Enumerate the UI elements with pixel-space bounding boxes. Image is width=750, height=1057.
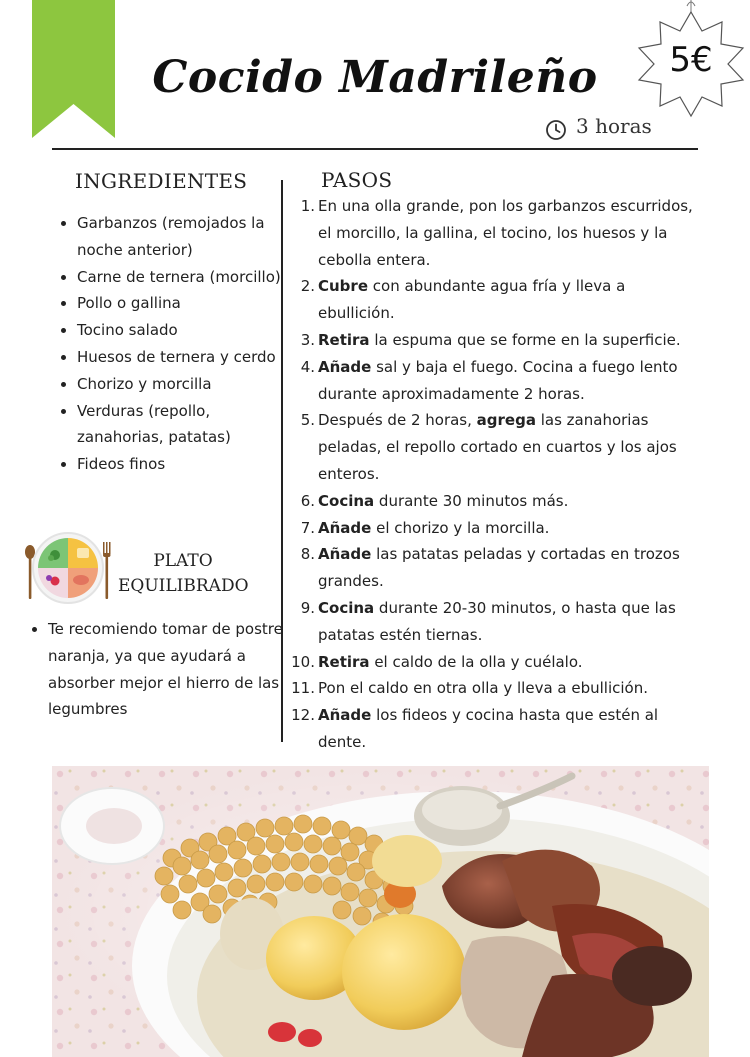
step-action: Cubre [318, 277, 368, 296]
step-item [297, 541, 702, 595]
step-item [297, 595, 702, 649]
step-action: Añade [318, 706, 372, 725]
step-action: Añade [318, 545, 372, 564]
step-text: En una olla grande, pon los garbanzos escurridos, el morcillo, la gallina, el tocino, los huesos y la cebolla entera. [318, 197, 693, 269]
step-number: 12. [291, 706, 315, 725]
header-divider [52, 148, 698, 150]
step-item [297, 488, 702, 515]
list-item: • Carne de ternera (morcillo) [77, 264, 292, 291]
list-item: • Verduras (repollo, zanahorias, patatas) [77, 398, 292, 452]
tip-list [20, 616, 283, 723]
step-text: durante 20-30 minutos, o hasta que las patatas estén tiernas. [318, 598, 676, 644]
step-item [297, 273, 702, 327]
ingredients-list [48, 210, 292, 478]
step-text: Después de 2 horas, [318, 411, 477, 430]
step-action: Retira [318, 652, 370, 671]
step-number: 8. [300, 545, 315, 564]
clock-icon [545, 119, 567, 141]
step-action: Añade [318, 518, 372, 537]
step-action: Cocina [318, 598, 375, 617]
step-number: 1. [300, 197, 315, 215]
steps-heading: PASOS [321, 168, 393, 192]
step-text: Pon el caldo en otra olla y lleva a ebullición. [318, 679, 648, 698]
list-item: • Fideos finos [77, 451, 292, 478]
step-action: Cocina [318, 491, 375, 510]
step-item [297, 327, 702, 354]
list-item: • Tocino salado [77, 317, 292, 344]
step-text: durante 30 minutos más. [374, 491, 569, 510]
step-item [297, 354, 702, 408]
step-number: 4. [300, 357, 315, 376]
step-number: 2. [300, 277, 315, 296]
plato-line-2: EQUILIBRADO [118, 576, 249, 596]
step-item [291, 649, 702, 676]
step-number: 6. [300, 491, 315, 510]
cocido-photo [52, 766, 709, 1057]
step-text: las patatas peladas y cortadas en trozos grandes. [318, 545, 680, 591]
plato-equilibrado-title [118, 549, 248, 599]
list-item: • Huesos de ternera y cerdo [77, 344, 292, 371]
step-number: 11. [291, 679, 315, 698]
step-item [297, 407, 702, 487]
plate-icon [21, 528, 119, 610]
step-text: sal y baja el fuego. Cocina a fuego lento durante aproximadamente 2 horas. [318, 357, 678, 403]
step-text: con abundante agua fría y lleva a ebullición. [318, 277, 626, 323]
step-number: 10. [291, 652, 315, 671]
list-item: • Chorizo y morcilla [77, 371, 292, 398]
step-action: Añade [318, 357, 372, 376]
recipe-title: Cocido Madrileño [152, 52, 598, 103]
step-text: los fideos y cocina hasta que estén al dente. [318, 706, 659, 751]
price-label: 5€ [669, 40, 713, 80]
cooking-time: 3 horas [576, 114, 652, 138]
step-text: el caldo de la olla y cuélalo. [369, 652, 583, 671]
step-text: la espuma que se forme en la superficie. [369, 330, 681, 349]
step-item [291, 702, 702, 756]
step-item [297, 193, 702, 273]
steps-list [291, 193, 702, 756]
step-action: agrega [476, 411, 536, 430]
step-number: 9. [300, 598, 315, 617]
step-item [291, 675, 702, 702]
step-item [297, 515, 702, 542]
step-number: 7. [300, 518, 315, 537]
step-action: Retira [318, 330, 370, 349]
step-number: 5. [300, 411, 315, 430]
step-number: 3. [300, 330, 315, 349]
list-item: • Pollo o gallina [77, 290, 292, 317]
step-text: el chorizo y la morcilla. [371, 518, 550, 537]
list-item: • Garbanzos (remojados la noche anterior) [77, 210, 292, 264]
tip-text: • Te recomiendo tomar de postre naranja, ya que ayudará a absorber mejor el hierro de las legumbres [48, 616, 283, 723]
step-text: las zanahorias peladas, el repollo cortado en cuartos y los ajos enteros. [318, 411, 677, 483]
plato-line-1: PLATO [153, 551, 213, 571]
ingredients-heading: INGREDIENTES [75, 169, 248, 193]
